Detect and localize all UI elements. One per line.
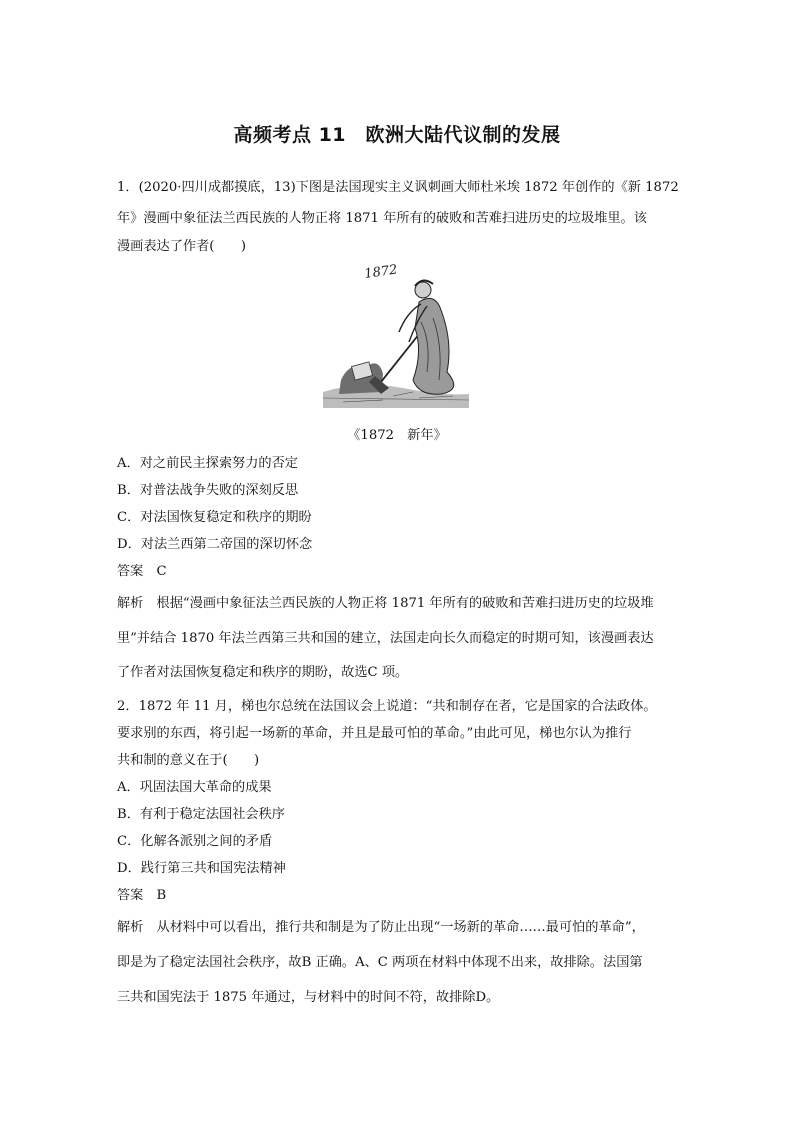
q2-stem-line-1: 2．1872 年 11 月，梯也尔总统在法国议会上说道：“共和制存在者，它是国家的合法政体。 [117, 699, 657, 714]
page-title: 高频考点 11 欧洲大陆代议制的发展 [233, 124, 561, 146]
q2-option-c: C．化解各派别之间的矛盾 [117, 834, 273, 849]
q2-stem-line-2: 要求别的东西，将引起一场新的革命，并且是最可怕的革命。”由此可见，梯也尔认为推行 [117, 726, 632, 741]
q2-analysis-line-3: 三共和国宪法于 1875 年通过，与材料中的时间不符，故排除D。 [117, 990, 500, 1005]
q2-answer: 答案 B [117, 888, 167, 903]
q2-stem-line-3: 共和制的意义在于( ) [117, 753, 260, 768]
q1-analysis-line-3: 了作者对法国恢复稳定和秩序的期盼，故选C 项。 [117, 665, 409, 680]
figure-caption: 《1872 新年》 [347, 428, 447, 443]
figure-year-text: 1872 [363, 262, 399, 282]
cartoon-figure [323, 262, 469, 408]
q2-option-a: A．巩固法国大革命的成果 [117, 780, 272, 795]
q1-option-c: C．对法国恢复稳定和秩序的期盼 [117, 510, 312, 525]
q2-analysis-line-2: 即是为了稳定法国社会秩序，故B 正确。A、C 两项在材料中体现不出来，故排除。法国第 [117, 955, 643, 970]
q1-stem-line-3: 漫画表达了作者( ) [117, 239, 246, 254]
q1-answer: 答案 C [117, 564, 167, 579]
q2-option-d: D．践行第三共和国宪法精神 [117, 861, 286, 876]
q1-analysis-line-2: 里”并结合 1870 年法兰西第三共和国的建立，法国走向长久而稳定的时期可知，该漫画表达 [117, 631, 654, 646]
q1-analysis-line-1: 解析 根据“漫画中象征法兰西民族的人物正将 1871 年所有的破败和苦难扫进历史的垃圾堆 [117, 596, 654, 611]
q1-stem-line-1: 1．(2020·四川成都摸底，13)下图是法国现实主义讽刺画大师杜米埃 1872 年创作的《新 1872 [117, 180, 679, 195]
q1-option-d: D．对法兰西第二帝国的深切怀念 [117, 537, 313, 552]
q2-analysis-line-1: 解析 从材料中可以看出，推行共和制是为了防止出现“一场新的革命……最可怕的革命”， [117, 920, 645, 935]
q1-option-b: B．对普法战争失败的深刻反思 [117, 483, 299, 498]
q1-option-a: A．对之前民主探索努力的否定 [117, 456, 298, 471]
q2-option-b: B．有利于稳定法国社会秩序 [117, 807, 285, 822]
q1-stem-line-2: 年》漫画中象征法兰西民族的人物正将 1871 年所有的破败和苦难扫进历史的垃圾堆里。该 [117, 211, 647, 226]
